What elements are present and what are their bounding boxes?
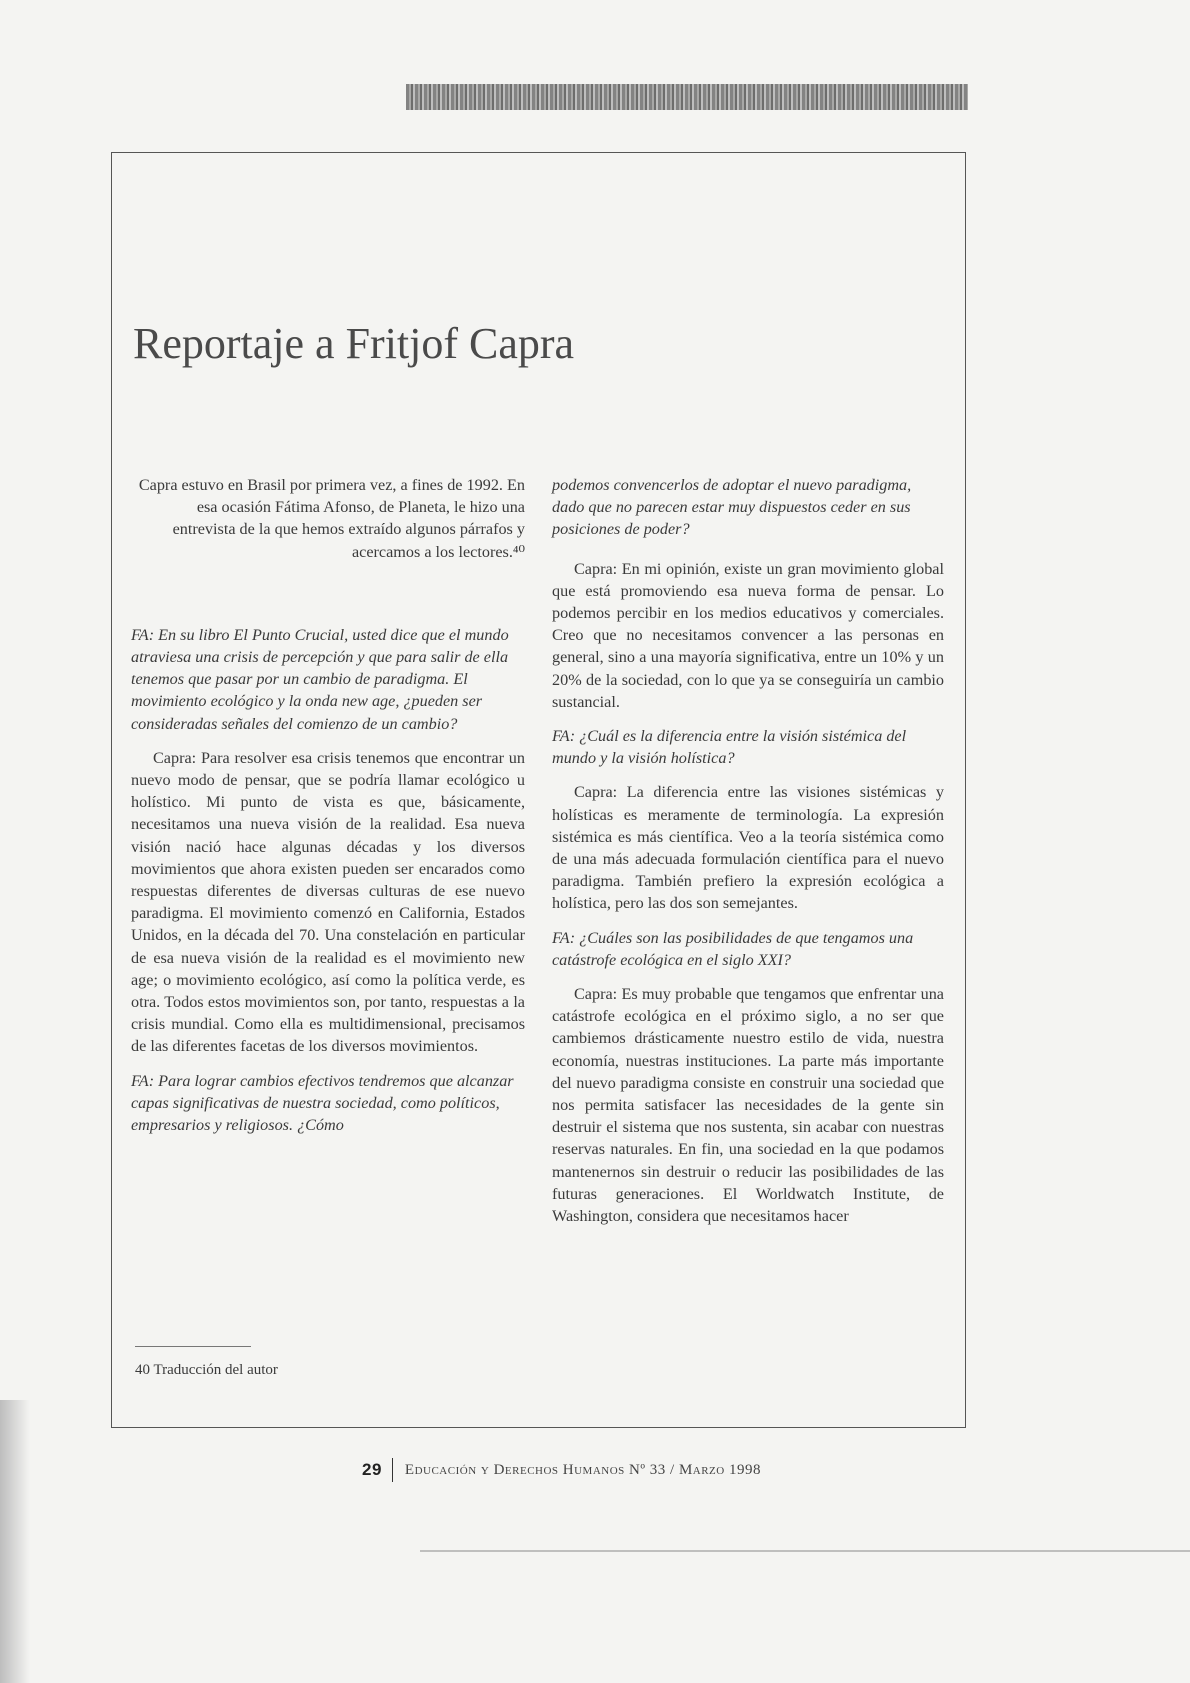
article-title: Reportaje a Fritjof Capra — [133, 319, 575, 368]
footnote-divider — [135, 1346, 251, 1347]
header-decorative-band — [406, 84, 968, 110]
question-paragraph: FA: En su libro El Punto Crucial, usted dice que el mundo atraviesa una crisis de percepción y que para salir de ella tenemos que pasar por un cambio de paradigma. El movimiento ecológico y la onda new age, ¿pueden ser consideradas señales del comienzo de un cambio? — [131, 625, 509, 733]
answer-paragraph: Capra: Para resolver esa crisis tenemos que encontrar un nuevo modo de pensar, que se podría llamar ecológico u holístico. Mi punto de vista es que, básicamente, necesitamos una nueva visión de la realidad. Esa nueva visión nació hace algunas décadas y los diversos movimientos que ahora existen pueden ser encarados como respuestas diferentes de diversas culturas de ese nuevo paradigma. El movimiento comenzó en California, Estados Unidos, en la década del 70. Una constelación en particular de esa nueva visión de la realidad es el movimiento new age; o movimiento ecológico, así como la política verde, es otra. Todos estos movimientos son, por tanto, respuestas a la crisis mundial. Como ella es multidimensional, precisamos de las diferentes facetas de los diversos movimientos. — [131, 748, 525, 1056]
page-number: 29 — [362, 1460, 382, 1479]
footer-separator — [392, 1458, 393, 1482]
answer-paragraph: Capra: En mi opinión, existe un gran movimiento global que está promoviendo esa nueva forma de pensar. Lo podemos percibir en los medios educativos y comerciales. Creo que no necesitamos convencer a las personas en general, sino a una mayoría significativa, entre un 10% y un 20% de la sociedad, con lo que ya se conseguiría un cambio sustancial. — [552, 559, 944, 711]
scan-edge-line — [420, 1550, 1190, 1552]
question-paragraph: podemos convencerlos de adoptar el nuevo paradigma, dado que no parecen estar muy dispuestos ceder en sus posiciones de poder? — [552, 476, 912, 539]
left-column — [131, 474, 525, 1148]
answer-paragraph: Capra: La diferencia entre las visiones sistémicas y holísticas es meramente de terminología. La expresión sistémica es más científica. Veo a la teoría sistémica como de una más adecuada formulación científica para el nuevo paradigma. También prefiero la expresión ecológica a holística, pero las dos son semejantes. — [552, 783, 944, 913]
page-footer — [362, 1458, 761, 1482]
page-edge-shadow — [0, 1400, 30, 1683]
question-paragraph: FA: Para lograr cambios efectivos tendremos que alcanzar capas significativas de nuestra sociedad, como políticos, empresarios y religiosos. ¿Cómo — [131, 1071, 514, 1135]
question-paragraph: FA: ¿Cuáles son las posibilidades de que tengamos una catástrofe ecológica en el siglo XXI? — [552, 928, 914, 969]
answer-paragraph: Capra: Es muy probable que tengamos que enfrentar una catástrofe ecológica en el próximo siglo, a no ser que cambiemos drásticamente nuestro estilo de vida, nuestra economía, nuestras instituciones. La parte más importante del nuevo paradigma consiste en construir una sociedad que nos permita satisfacer las necesidades de la gente sin destruir el sistema que nos sustenta, sin acabar con nuestras reservas naturales. En fin, una sociedad en la que podamos mantenernos sin destruir o reducir las posibilidades de las futuras generaciones. El Worldwatch Institute, de Washington, considera que necesitamos hacer — [552, 985, 944, 1226]
intro-paragraph: Capra estuvo en Brasil por primera vez, a fines de 1992. En esa ocasión Fátima Afonso, de Planeta, le hizo una entrevista de la que hemos extraído algunos párrafos y acercamos a los lectores.⁴⁰ — [138, 476, 525, 561]
right-column — [552, 474, 944, 1239]
journal-info: Educación y Derechos Humanos Nº 33 / Marzo 1998 — [404, 1461, 761, 1478]
question-paragraph: FA: ¿Cuál es la diferencia entre la visión sistémica del mundo y la visión holística? — [552, 727, 907, 768]
footnote: 40 Traducción del autor — [135, 1362, 278, 1378]
